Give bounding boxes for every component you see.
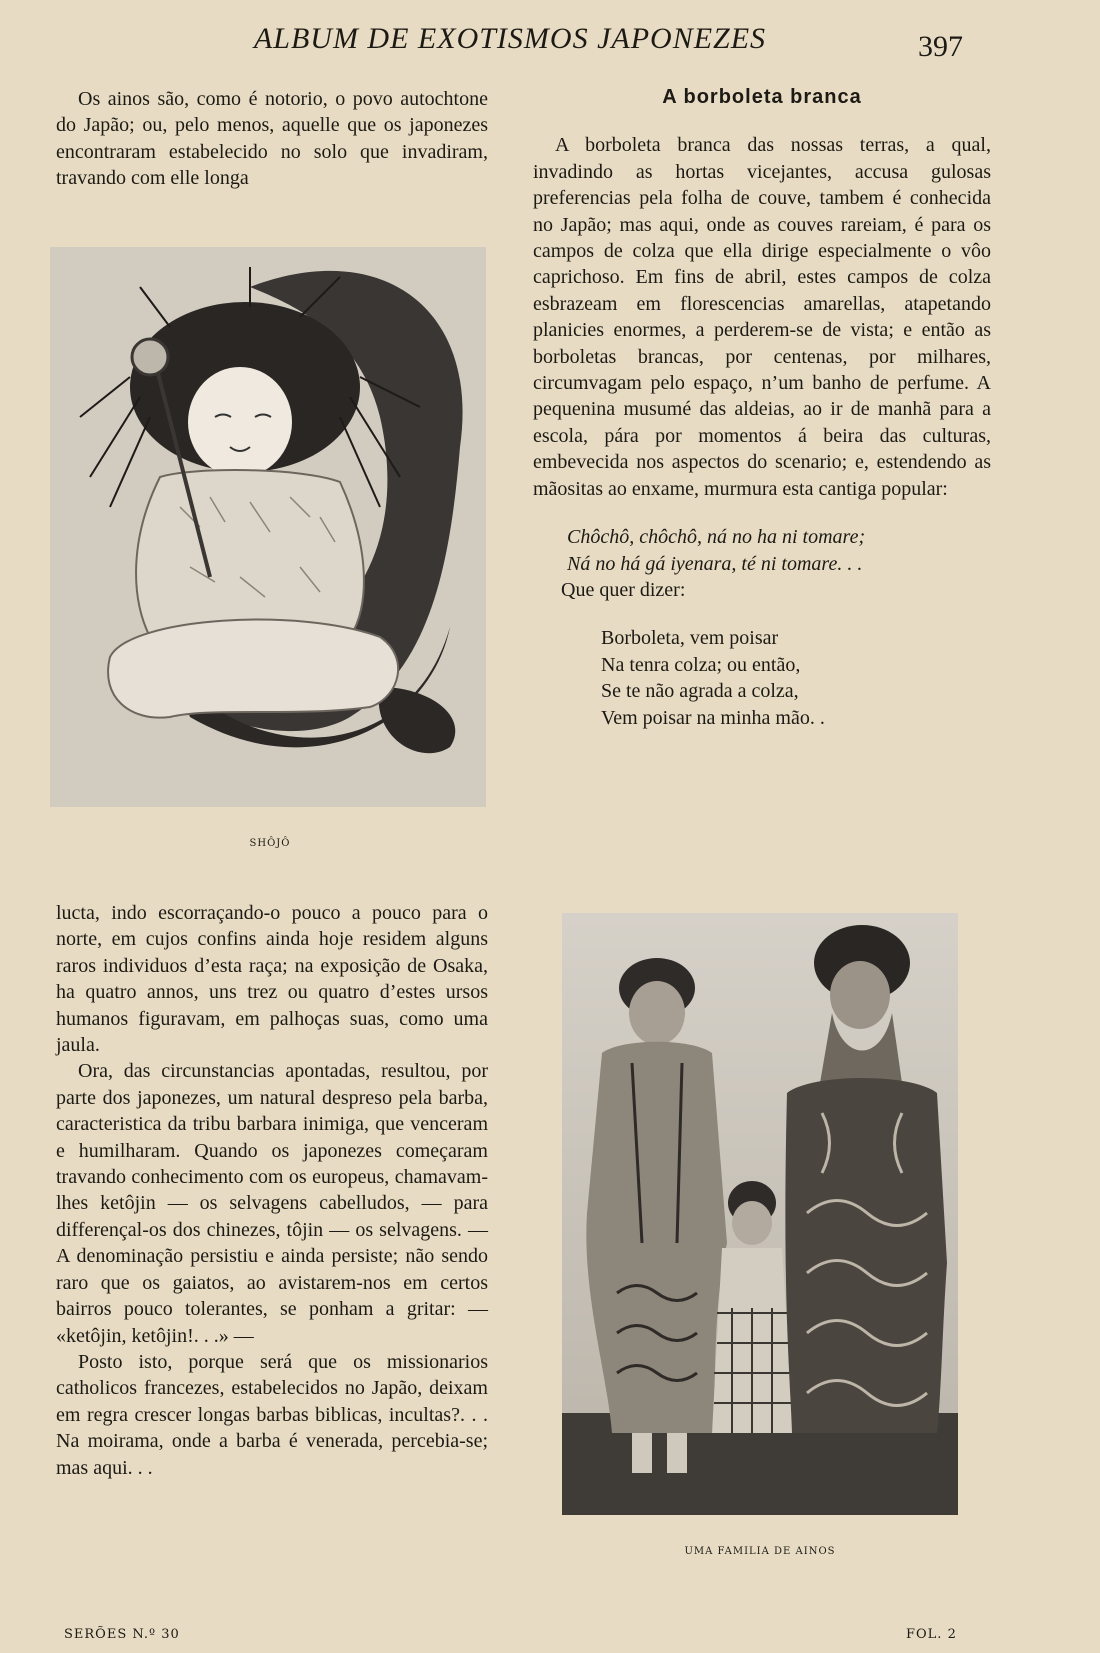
verse-line: Se te não agrada a colza, xyxy=(601,680,799,703)
figure-caption: UMA FAMILIA DE AINOS xyxy=(684,1546,836,1557)
verse-line: Ná no há gá iyenara, té ni tomare. . . xyxy=(567,552,863,575)
ainu-family-photo xyxy=(562,913,958,1515)
paragraph: Posto isto, porque será que os missionarios catholicos francezes, estabelecidos no Japão, deixam em regra crescer longas barbas biblicas, incultas?. . . Na moirama, onde a barba é venerada, percebia-se; mas aqui. . . xyxy=(56,1350,488,1479)
figure-caption: SHÔJÔ xyxy=(249,838,291,849)
right-column xyxy=(533,84,991,731)
verse-line: Borboleta, vem poisar xyxy=(601,627,779,650)
paragraph: A borboleta branca das nossas terras, a qual, invadindo as hortas vicejantes, accusa gulosas preferencias pela folha de couve, tambem é conhecida no Japão; mas aqui, onde as couves rareiam, é para os campos de colza que ella dirige especialmente o vôo caprichoso. Em fins de abril, estes campos de colza esbrazeam em florescencias amarellas, atapetando planicies enormes, a perderem-se de vista; e então as borboletas brancas, por centenas, por milhares, circumvagam pelo espaço, n’um banho de perfume. A pequenina musumé das aldeias, ao ir de manhã para a escola, pára por momentos á beira das culturas, embevecida nos aspectos do scenario; e, estendendo as mãositas ao enxame, murmura esta cantiga popular: xyxy=(533,134,991,500)
running-title: ALBUM DE EXOTISMOS JAPONEZES xyxy=(253,22,767,55)
verse-line: Na tenra colza; ou então, xyxy=(601,653,801,676)
japanese-verse xyxy=(567,524,991,577)
translated-verse xyxy=(601,625,991,731)
paragraph: Que quer dizer: xyxy=(561,578,686,601)
footer-issue: SERÕES N.º 30 xyxy=(64,1627,180,1642)
footer-folio: FOL. 2 xyxy=(906,1627,957,1642)
left-column-top xyxy=(56,86,488,192)
shojo-illustration xyxy=(50,247,486,807)
verse-line: Vem poisar na minha mão. . xyxy=(601,706,825,729)
left-column-bottom xyxy=(56,900,488,1481)
paragraph: Ora, das circunstancias apontadas, resultou, por parte dos japonezes, um natural despreso pela barba, caracteristica da tribu barbara inimiga, que venceram e humilharam. Quando os japonezes começaram travando conhecimento com os europeus, chamavam-lhes ketôjin — os selvagens cabelludos, — para differençal-os dos chinezes, tôjin — os selvagens. — A denominação persistiu e ainda persiste; não sendo raro que os gaiatos, ao avistarem-nos em certos bairros pouco tolerantes, se ponham a gritar: — «ketôjin, ketôjin!. . .» — xyxy=(56,1060,488,1347)
paragraph: Os ainos são, como é notorio, o povo autochtone do Japão; ou, pelo menos, aquelle que os japonezes encontraram estabelecido no solo que invadiram, travando com elle longa xyxy=(56,88,488,190)
verse-line: Chôchô, chôchô, ná no ha ni tomare; xyxy=(567,526,866,549)
paragraph: lucta, indo escorraçando-o pouco a pouco para o norte, em cujos confins ainda hoje residem alguns raros individuos d’esta raça; na exposição de Osaka, ha quatro annos, uns trez ou quatro d’estes ursos humanos figuravam, em palhoças suas, como uma jaula. xyxy=(56,902,488,1057)
page-number: 397 xyxy=(918,30,963,63)
section-heading: A borboleta branca xyxy=(662,86,862,108)
